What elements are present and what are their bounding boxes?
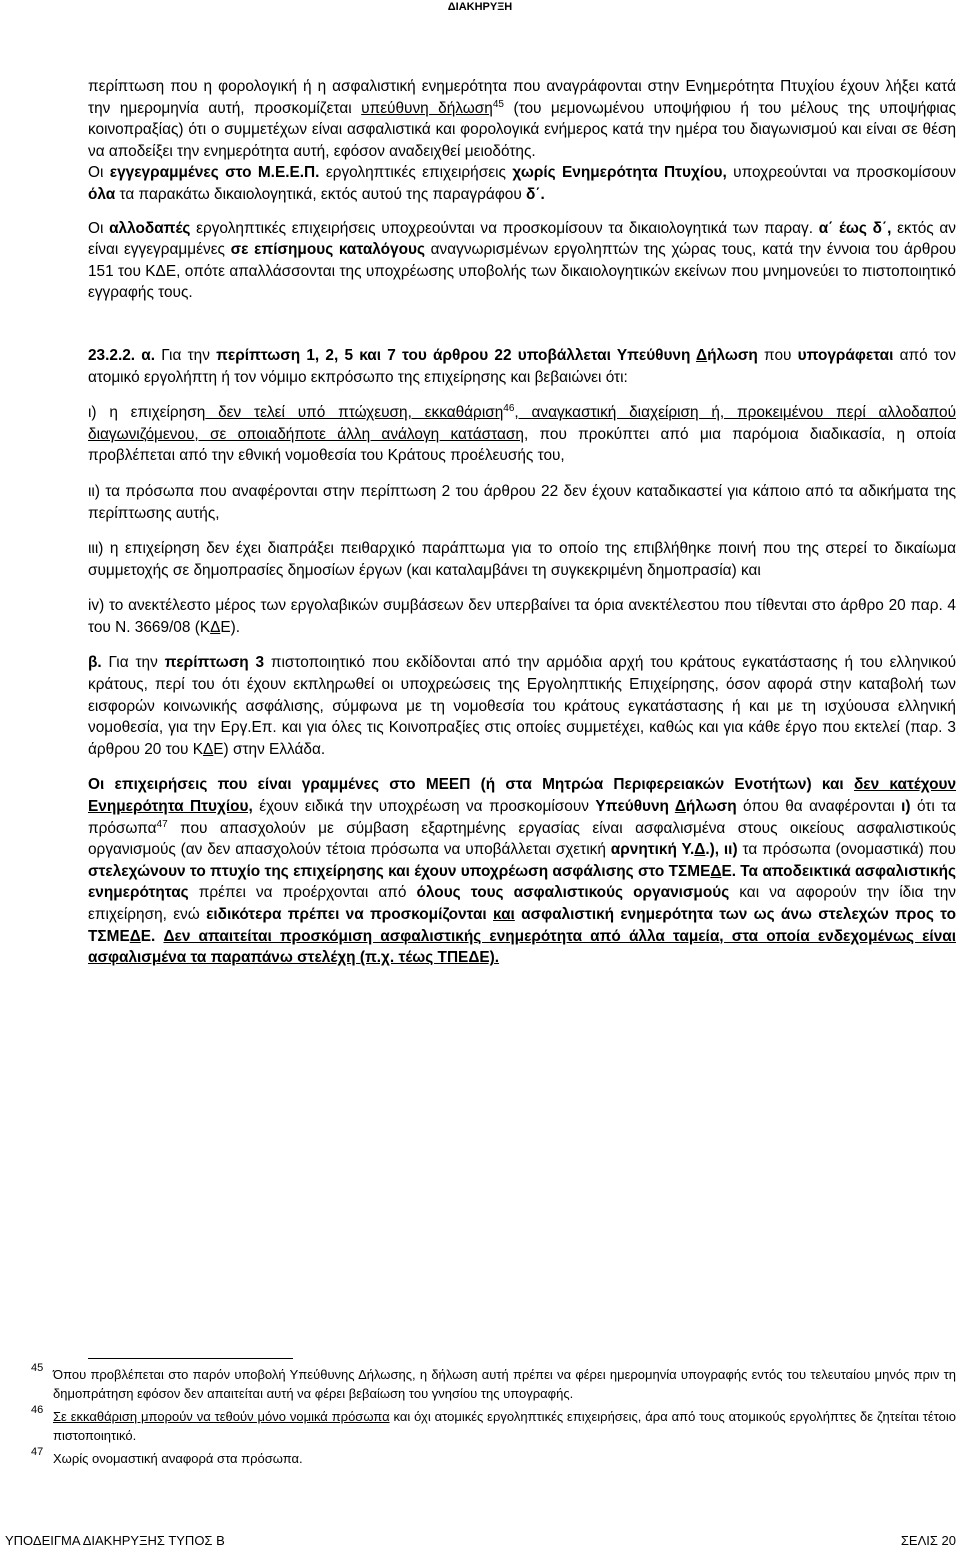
list-item-iii: ιιι) η επιχείρηση δεν έχει διαπράξει πειθαρχικό παράπτωμα για το οποίο της επιβλήθηκε ποινή που της στερεί το δικαίωμα συμμετοχής σε δημοπρασίες δημοσίων έργων (και καταλαμβάνει τη συγκεκριμένη δημοπρασία) και xyxy=(88,540,956,579)
list-item-iv: iv) το ανεκτέλεστο μέρος των εργολαβικών συμβάσεων δεν υπερβαίνει τα όρια ανεκτέλεστου που τίθενται στο άρθρο 20 παρ. 4 του Ν. 3669/08 (ΚΔΕ). xyxy=(88,597,956,636)
paragraph-23-2-2-a: 23.2.2. α. Για την περίπτωση 1, 2, 5 και 7 του άρθρου 22 υποβάλλεται Υπεύθυνη Δήλωση που υπογράφεται από τον ατομικό εργολήπτη ή τον νόμιμο εκπρόσωπο της επιχείρησης και βεβαιώνει ότι: xyxy=(88,346,956,386)
footnote-46: 46 Σε εκκαθάριση μπορούν να τεθούν μόνο νομικά πρόσωπα και όχι ατομικές εργοληπτικές επιχειρήσεις, άρα από τους ατομικούς εργολήπτες δε ζητείται τέτοιο πιστοποιητικό. xyxy=(53,1408,956,1445)
footnote-number: 47 xyxy=(31,1446,44,1459)
footer-document-title: ΥΠΟΔΕΙΓΜΑ ΔΙΑΚΗΡΥΞΗΣ ΤΥΠΟΣ Β xyxy=(5,1533,225,1548)
footnote-ref-45[interactable]: 45 xyxy=(492,98,504,110)
footnote-ref-46[interactable]: 46 xyxy=(503,403,515,415)
paragraph-ending-previous: περίπτωση που η φορολογική ή η ασφαλιστική ενημερότητα που αναγράφονται στην Ενημερότητα Πτυχίου έχουν λήξει κατά την ημερομηνία αυτή, προσκομίζεται υπεύθυνη δήλωση$^{45}$ (του μεμονωμένου υποψήφιου ή του μέλους της υποψήφιας κοινοπραξίας) ότι ο συμμετέχων είναι ασφαλιστικά και φορολογικά ενήμερος κατά την ημέρα του διαγωνισμού και είναι σε θέση να αποδείξει την ενημερότητα αυτή, εφόσον αναδειχθεί μειοδότης. xyxy=(88,78,957,160)
list-item-i: ι) η επιχείρηση δεν τελεί υπό πτώχευση, εκκαθάριση$^{46}$, αναγκαστική διαχείριση ή, προκειμένου περί αλλοδαπού διαγωνιζόμενου, σε οποιαδήποτε άλλη ανάλογη κατάσταση, που προκύπτει από μια παρόμοια διαδικασία, η οποία προβλέπεται από την εθνική νομοθεσία του Κράτους προέλευσής του, xyxy=(88,403,956,465)
footnote-number: 46 xyxy=(31,1404,44,1417)
document-body xyxy=(88,76,956,969)
footnote-number: 45 xyxy=(31,1362,44,1374)
paragraph-meep-companies: Οι επιχειρήσεις που είναι γραμμένες στο ΜΕΕΠ (ή στα Μητρώα Περιφερειακών Ενοτήτων) και δεν κατέχουν Ενημερότητα Πτυχίου, έχουν ειδικά την υποχρέωση να προσκομίσουν Υπεύθυνη Δήλωση όπου θα αναφέρονται ι) ότι τα πρόσωπα$^{47}$ που απασχολούν με σύμβαση εξαρτημένης εργασίας είναι ασφαλισμένα στους οικείους ασφαλιστικούς οργανισμούς (αν δεν απασχολούν τέτοια πρόσωπα να υποβάλλεται σχετική αρνητική Υ.Δ.), ιι) τα πρόσωπα (ονομαστικά) που στελεχώνουν το πτυχίο της επιχείρησης και έχουν υποχρέωση ασφάλισης στο ΤΣΜΕΔΕ. Τα αποδεικτικά ασφαλιστικής ενημερότητας πρέπει να προέρχονται από όλους τους ασφαλιστικούς οργανισμούς και να αφορούν την ίδια την επιχείρηση, ενώ ειδικότερα πρέπει να προσκομίζονται και ασφαλιστική ενημερότητα των ως άνω στελεχών προς το ΤΣΜΕΔΕ. Δεν απαιτείται προσκόμιση ασφαλιστικής ενημερότητα από άλλα ταμεία, στα οποία ενδεχομένως είναι ασφαλισμένα τα παραπάνω στελέχη (π.χ. τέως ΤΠΕΔΕ). xyxy=(88,776,957,967)
page-footer xyxy=(0,1531,960,1551)
footnote-ref-47[interactable]: 47 xyxy=(156,818,168,830)
paragraph-registered-without-certificate: Οι εγγεγραμμένες στο Μ.Ε.Ε.Π. εργοληπτικές επιχειρήσεις χωρίς Ενημερότητα Πτυχίου, υποχρεούνται να προσκομίσουν όλα τα παρακάτω δικαιολογητικά, εκτός αυτού της παραγράφου δ΄. xyxy=(88,164,957,203)
page-header xyxy=(0,0,960,14)
header-title: ΔΙΑΚΗΡΥΞΗ xyxy=(447,1,513,13)
footnotes xyxy=(31,1362,957,1474)
footer-page-number: ΣΕΛΙΣ 20 xyxy=(900,1533,956,1548)
list-item-ii: ιι) τα πρόσωπα που αναφέρονται στην περίπτωση 2 του άρθρου 22 δεν έχουν καταδικαστεί για κάποιο από τα αδικήματα της περίπτωσης αυτής, xyxy=(88,482,956,522)
footnote-separator xyxy=(88,1358,293,1359)
footnote-47: 47 Χωρίς ονομαστική αναφορά στα πρόσωπα. xyxy=(53,1450,956,1469)
footnote-45: 45 Όπου προβλέπεται στο παρόν υποβολή Υπεύθυνης Δήλωσης, η δήλωση αυτή πρέπει να φέρει ημερομηνία υπογραφής εντός του τελευταίου μηνός πριν τη δημοπράτηση εφόσον δεν απαιτείται αυτή να φέρει βεβαίωση του γνησίου της υπογραφής. xyxy=(53,1366,956,1403)
paragraph-foreign-companies: Οι αλλοδαπές εργοληπτικές επιχειρήσεις υποχρεούνται να προσκομίσουν τα δικαιολογητικά των παραγ. α΄ έως δ΄, εκτός αν είναι εγγεγραμμένες σε επίσημους καταλόγους αναγνωρισμένων εργοληπτών της χώρας τους, κατά την έννοια του άρθρου 151 του ΚΔΕ, οπότε απαλλάσσονται της υποχρέωσης υποβολής των δικαιολογητικών εκείνων που μνημονεύει το πιστοποιητικό εγγραφής τους. xyxy=(88,219,956,302)
paragraph-b: β. Για την περίπτωση 3 πιστοποιητικό που εκδίδονται από την αρμόδια αρχή του κράτους εγκατάστασης ή του ελληνικού κράτους, περί του ότι έχουν εκπληρωθεί οι υποχρεώσεις της Εργοληπτικής Επιχείρησης, όσον αφορά στην καταβολή των εισφορών κοινωνικής ασφάλισης, σύμφωνα με τη νομοθεσία του κράτους εγκατάστασης ή και με τη ισχύουσα ελληνική νομοθεσία, για την Εργ.Επ. και για όλες τις Κοινοπραξίες στις οποίες συμμετέχει, καθώς και για κάθε έργο που εκτελεί (παρ. 3 άρθρου 20 του ΚΔΕ) στην Ελλάδα. xyxy=(88,654,956,758)
